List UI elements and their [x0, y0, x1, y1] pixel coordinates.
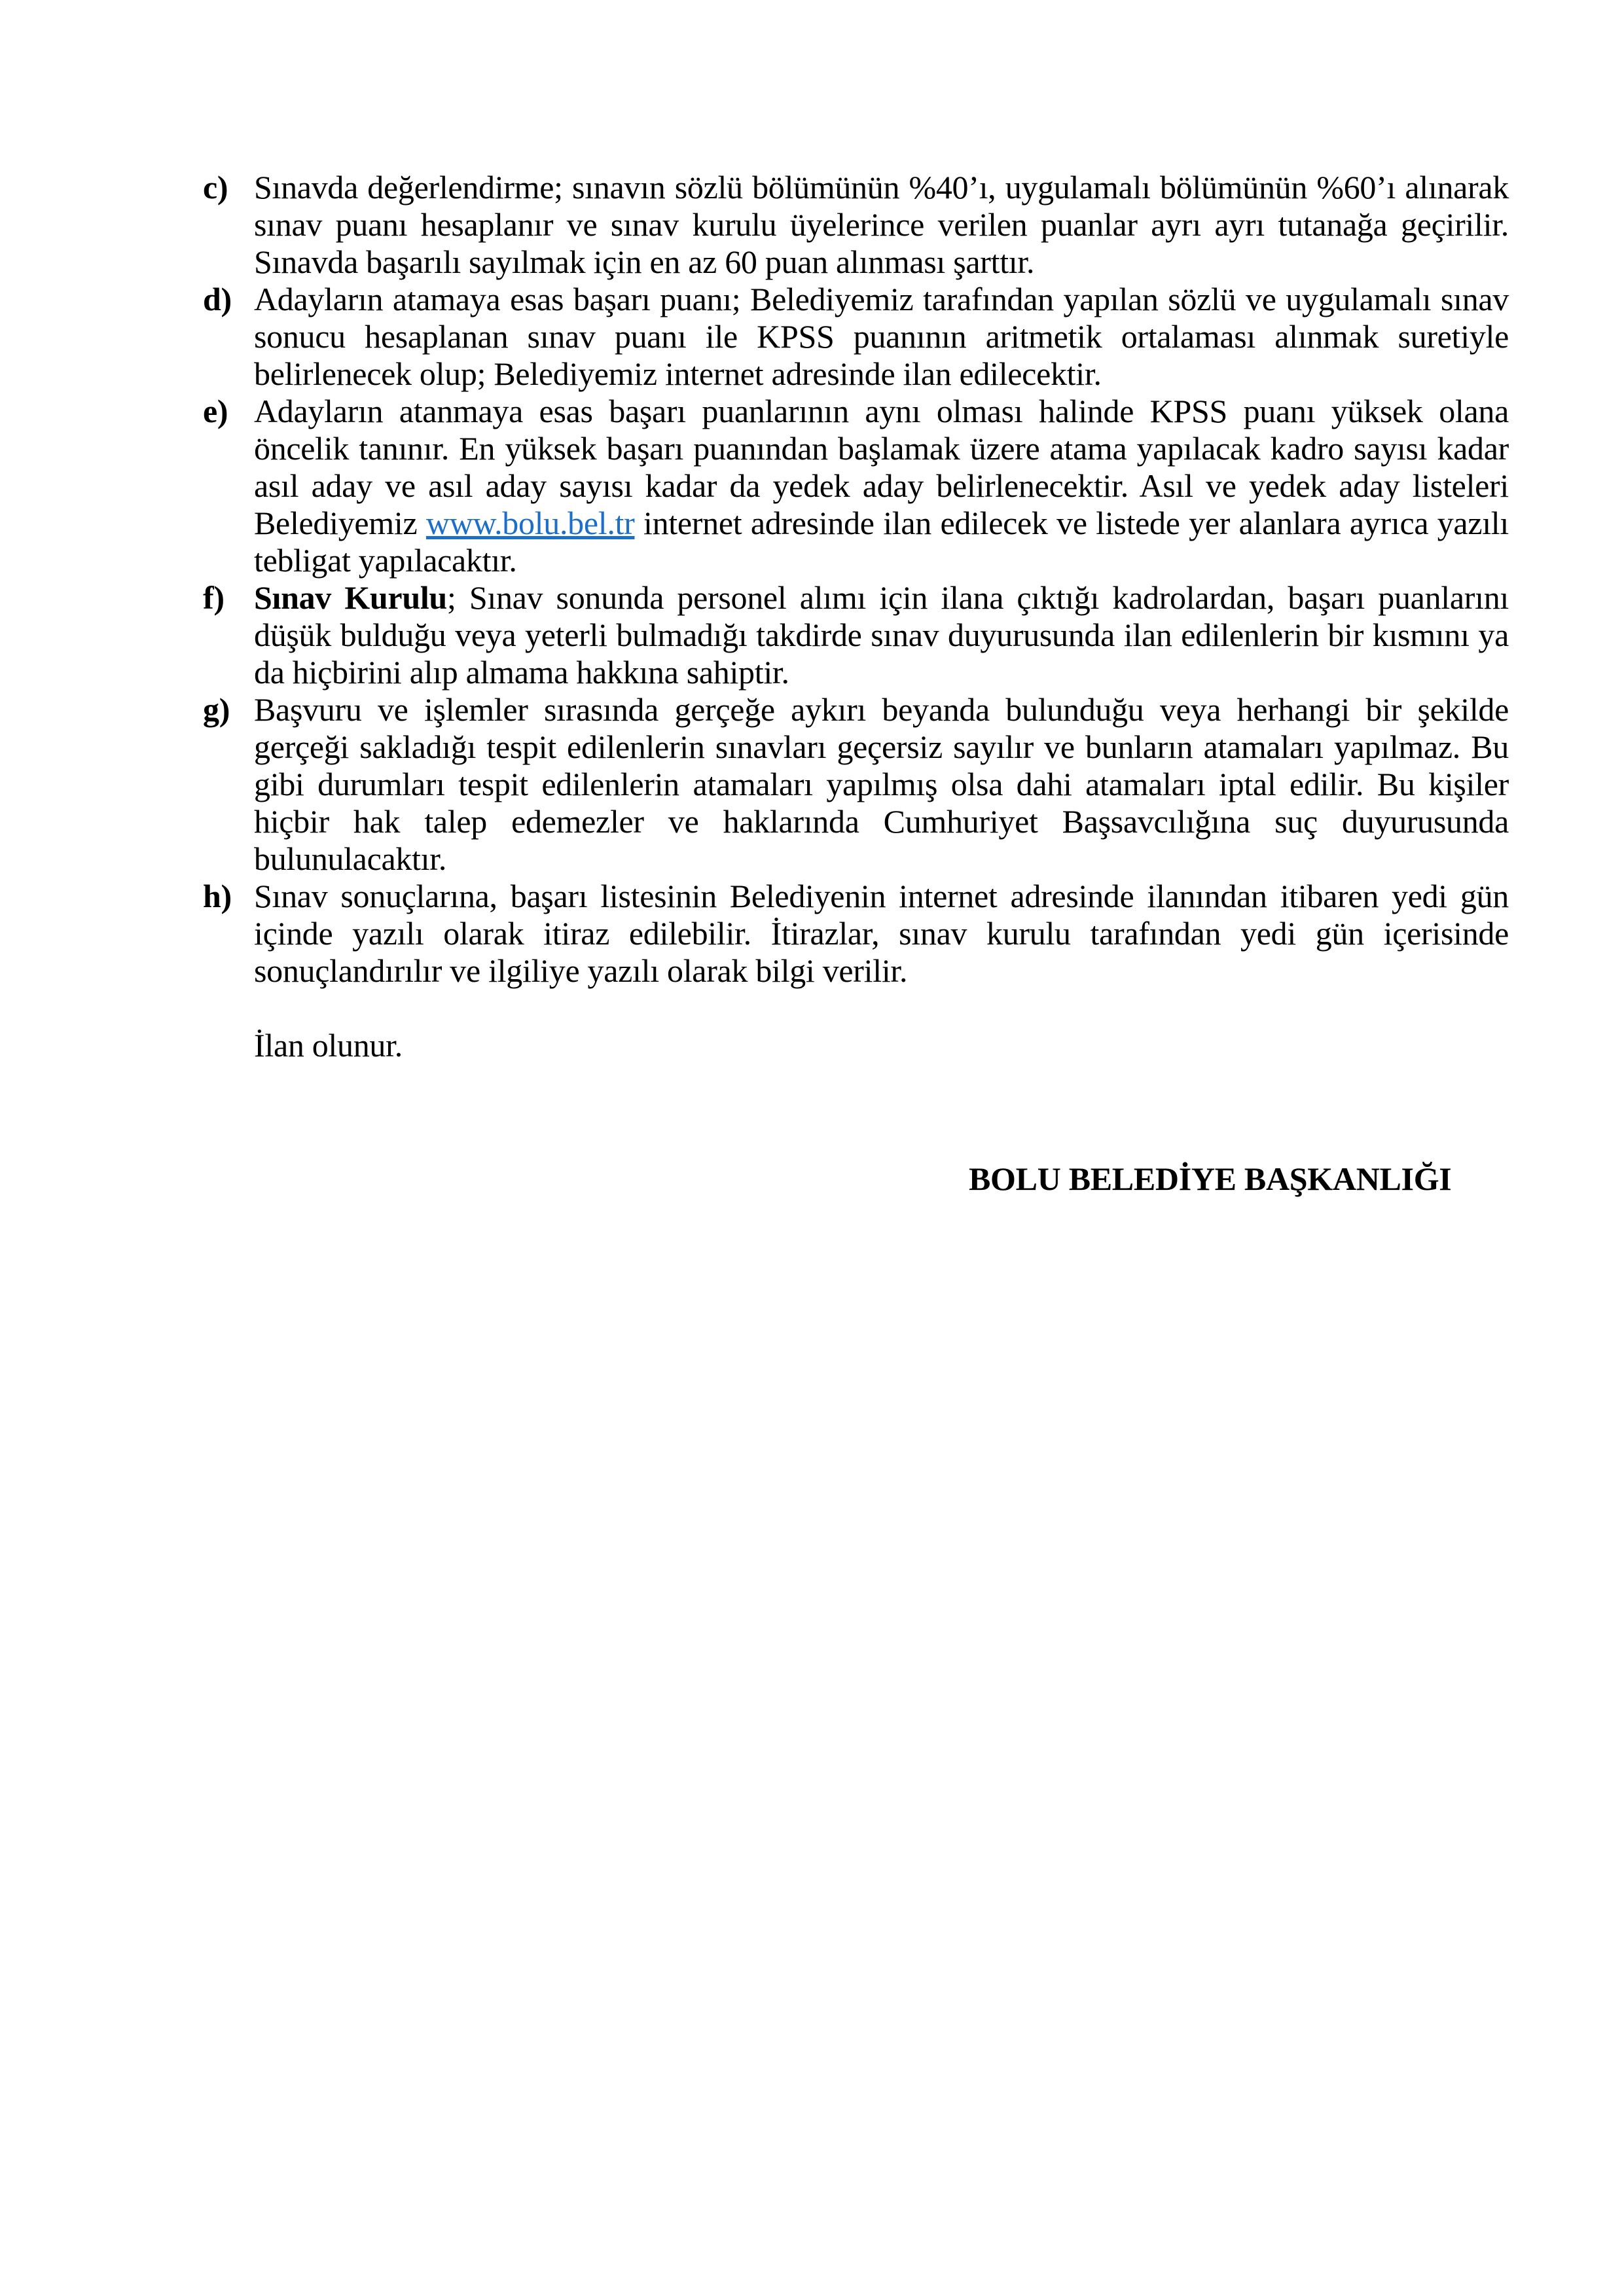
list-item-d [203, 281, 1509, 393]
list-letter-e: e) [203, 393, 228, 429]
list-item-e [203, 393, 1509, 579]
list-item-c [203, 169, 1509, 281]
list-item-f [203, 579, 1509, 691]
list-item-e-text-after: internet adresinde ilan edilecek ve listede yer alanlara ayrıca yazılı tebligat yapılacaktır. [254, 505, 1509, 579]
list-item-g [203, 691, 1509, 878]
list-letter-g: g) [203, 691, 230, 728]
list-letter-h: h) [203, 878, 232, 914]
list-letter-c: c) [203, 169, 228, 206]
list-item-e-text-before: Adayların atanmaya esas başarı puanlarının aynı olması halinde KPSS puanı yüksek olana öncelik tanınır. En yüksek başarı puanından başlamak üzere atama yapılacak kadro sayısı kadar asıl aday ve asıl aday sayısı kadar da yedek aday belirlenecektir. Asıl ve yedek aday listeleri Belediyemiz [254, 393, 1509, 541]
list-letter-d: d) [203, 281, 232, 317]
list-item-d-text: Adayların atamaya esas başarı puanı; Belediyemiz tarafından yapılan sözlü ve uygulamalı sınav sonucu hesaplanan sınav puanı ile KPSS puanının aritmetik ortalaması alınmak suretiyle belirlenecek olup; Belediyemiz internet adresinde ilan edilecektir. [254, 281, 1509, 392]
list-letter-f: f) [203, 579, 225, 616]
bolu-website-link[interactable]: www.bolu.bel.tr [425, 505, 635, 541]
list-item-h [203, 878, 1509, 990]
list-item-f-bold-lead: Sınav Kurulu [254, 579, 447, 616]
announcement-body [203, 169, 1509, 1198]
signature: BOLU BELEDİYE BAŞKANLIĞI [969, 1160, 1452, 1197]
list-item-h-text: Sınav sonuçlarına, başarı listesinin Belediyenin internet adresinde ilanından itibaren yedi gün içinde yazılı olarak itiraz edilebilir. İtirazlar, sınav kurulu tarafından yedi gün içerisinde sonuçlandırılır ve ilgiliye yazılı olarak bilgi verilir. [254, 878, 1509, 989]
closing-statement: İlan olunur. [254, 1027, 403, 1064]
list-item-g-text: Başvuru ve işlemler sırasında gerçeğe aykırı beyanda bulunduğu veya herhangi bir şekilde gerçeği sakladığı tespit edilenlerin sınavları geçersiz sayılır ve bunların atamaları yapılmaz. Bu gibi durumları tespit edilenlerin atamaları yapılmış olsa dahi atamaları iptal edilir. Bu kişiler hiçbir hak talep edemezler ve haklarında Cumhuriyet Başsavcılığına suç duyurusunda bulunulacaktır. [254, 691, 1509, 877]
list-item-c-text: Sınavda değerlendirme; sınavın sözlü bölümünün %40’ı, uygulamalı bölümünün %60’ı alınarak sınav puanı hesaplanır ve sınav kurulu üyelerince verilen puanlar ayrı ayrı tutanağa geçirilir. Sınavda başarılı sayılmak için en az 60 puan alınması şarttır. [254, 169, 1509, 280]
list-item-f-text: ; Sınav sonunda personel alımı için ilana çıktığı kadrolardan, başarı puanlarını düşük bulduğu veya yeterli bulmadığı takdirde sınav duyurusunda ilan edilenlerin bir kısmını ya da hiçbirini alıp almama hakkına sahiptir. [254, 579, 1509, 691]
